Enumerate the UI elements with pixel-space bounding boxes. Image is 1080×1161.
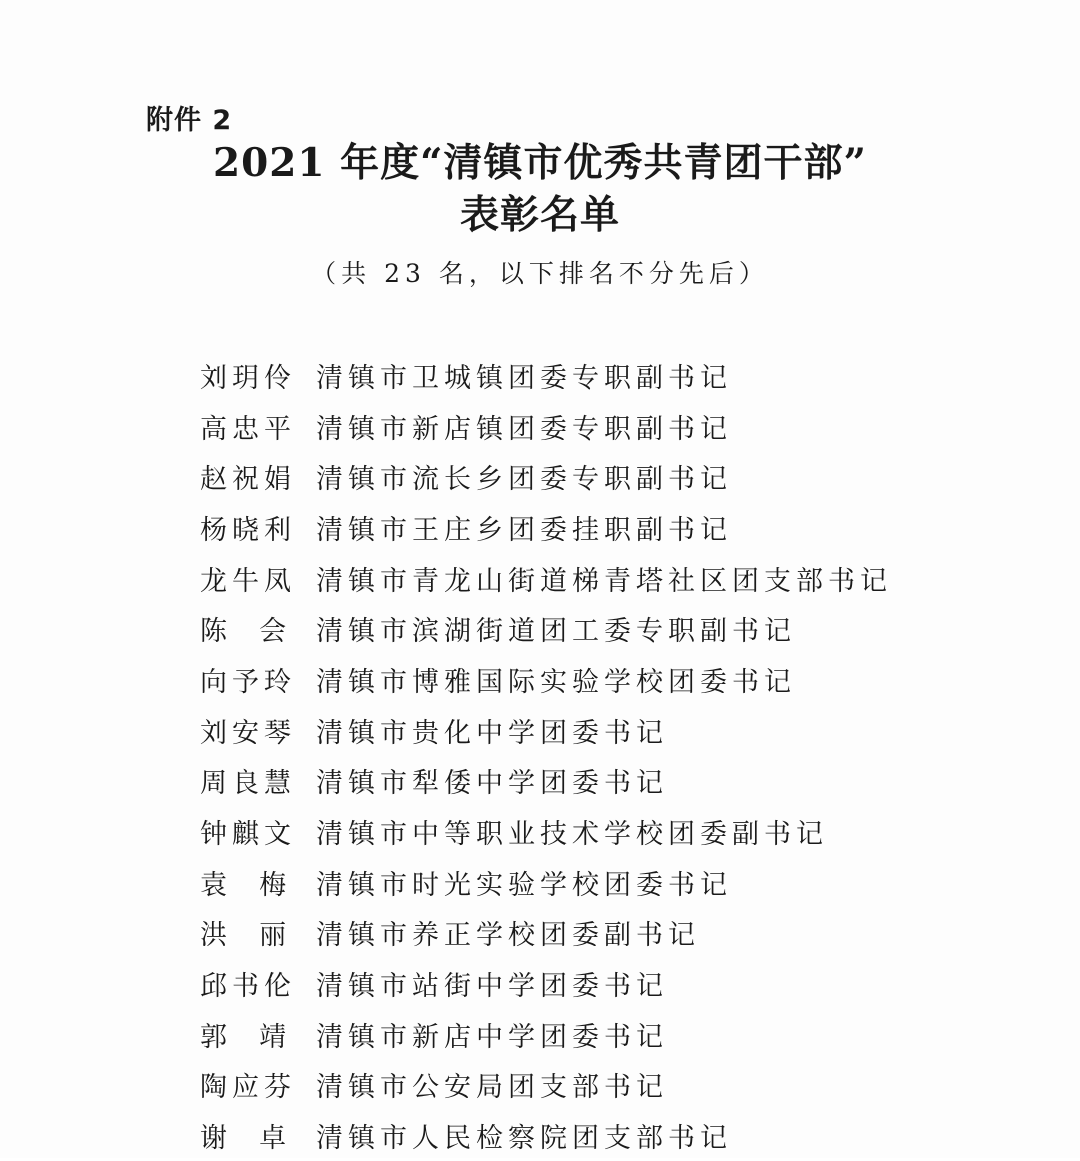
honoree-position: 清镇市养正学校团委副书记: [316, 920, 700, 952]
honoree-position: 清镇市贵化中学团委书记: [316, 717, 668, 749]
list-item: [200, 451, 1020, 502]
honoree-position: 清镇市王庄乡团委挂职副书记: [316, 514, 732, 546]
honoree-name: 周良慧: [200, 768, 296, 800]
honoree-position: 清镇市卫城镇团委专职副书记: [316, 362, 732, 394]
honoree-position: 清镇市时光实验学校团委书记: [316, 869, 732, 901]
honoree-name: 袁 梅: [200, 869, 292, 901]
honoree-position: 清镇市中等职业技术学校团委副书记: [316, 819, 828, 851]
list-item: [200, 958, 1020, 1009]
honoree-name: 陈 会: [200, 616, 292, 648]
honoree-position: 清镇市新店中学团委书记: [316, 1021, 668, 1053]
honoree-position: 清镇市博雅国际实验学校团委书记: [316, 666, 796, 698]
honoree-name: 刘玥伶: [200, 362, 296, 394]
list-item: [200, 1009, 1020, 1060]
list-item: [200, 654, 1020, 705]
honoree-position: 清镇市站街中学团委书记: [316, 971, 668, 1003]
list-item: [200, 908, 1020, 959]
honoree-name: 谢 卓: [200, 1123, 292, 1155]
list-item: [200, 1110, 1020, 1161]
list-item: [200, 350, 1020, 401]
honoree-name: 高忠平: [200, 413, 296, 445]
list-item: [200, 705, 1020, 756]
honoree-name: 向予玲: [200, 666, 296, 698]
attachment-label: 附件 2: [146, 105, 233, 136]
list-item: [200, 1060, 1020, 1111]
honoree-name: 洪 丽: [200, 920, 292, 952]
list-item: [200, 401, 1020, 452]
honoree-position: 清镇市公安局团支部书记: [316, 1072, 668, 1104]
honoree-name: 钟麒文: [200, 819, 296, 851]
honoree-name: 陶应芬: [200, 1072, 296, 1104]
honoree-name: 刘安琴: [200, 717, 296, 749]
honoree-position: 清镇市人民检察院团支部书记: [316, 1123, 732, 1155]
list-item: [200, 603, 1020, 654]
honoree-position: 清镇市新店镇团委专职副书记: [316, 413, 732, 445]
document-subtitle: （共 23 名，以下排名不分先后）: [311, 259, 769, 288]
honoree-name: 赵祝娟: [200, 464, 296, 496]
honoree-name: 龙牛凤: [200, 565, 296, 597]
list-item: [200, 857, 1020, 908]
honoree-list: [200, 350, 1020, 1161]
honoree-position: 清镇市滨湖街道团工委专职副书记: [316, 616, 796, 648]
honoree-position: 清镇市犁倭中学团委书记: [316, 768, 668, 800]
honoree-name: 邱书伦: [200, 971, 296, 1003]
honoree-position: 清镇市流长乡团委专职副书记: [316, 464, 732, 496]
list-item: [200, 806, 1020, 857]
list-item: [200, 502, 1020, 553]
honoree-position: 清镇市青龙山街道梯青塔社区团支部书记: [316, 565, 892, 597]
document-title-line-2: 表彰名单: [459, 192, 620, 238]
list-item: [200, 553, 1020, 604]
list-item: [200, 756, 1020, 807]
honoree-name: 杨晓利: [200, 514, 296, 546]
honoree-name: 郭 靖: [200, 1021, 292, 1053]
document-title-line-1: 2021 年度“清镇市优秀共青团干部”: [213, 140, 867, 186]
